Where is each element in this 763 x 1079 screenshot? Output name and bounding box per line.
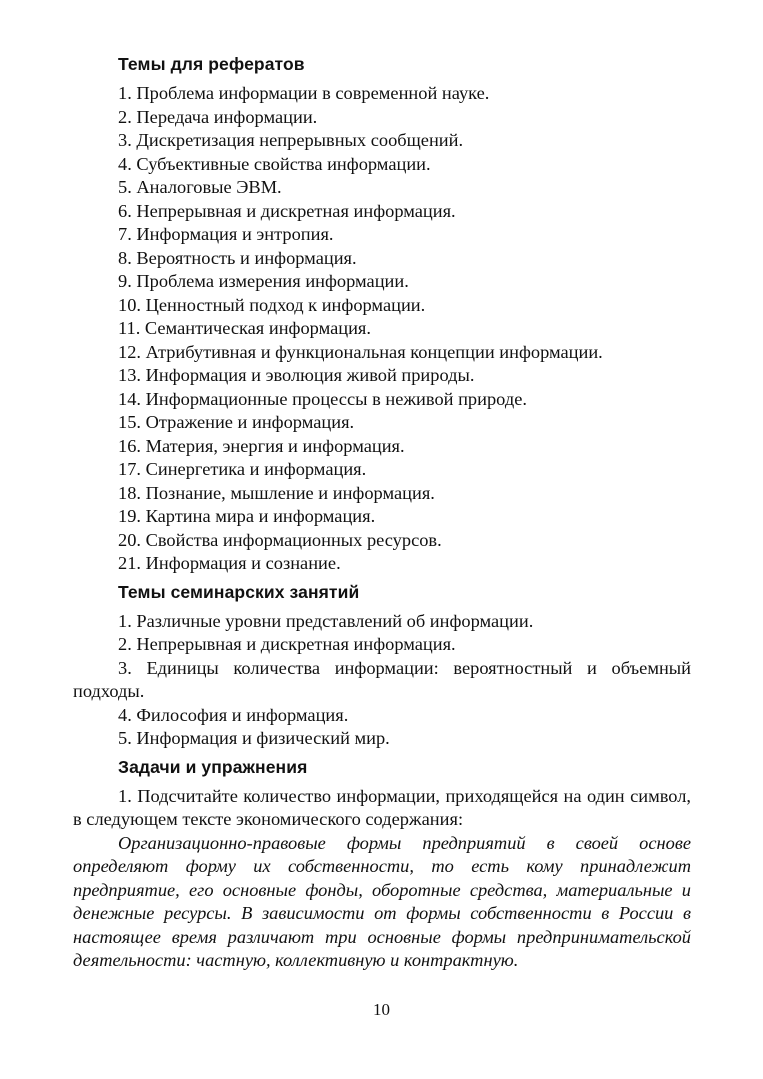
list-item: 5. Информация и физический мир. xyxy=(118,728,390,748)
list-item: 11. Семантическая информация. xyxy=(118,318,371,338)
list-item: 10. Ценностный подход к информации. xyxy=(118,294,426,315)
list-item: 4. Философия и информация. xyxy=(118,704,349,725)
list-item: 9. Проблема измерения информации. xyxy=(118,271,409,291)
task-1-text: 1. Подсчитайте количество информации, приходящейся на один символ, в следующем тексте экономического содержания: xyxy=(73,785,691,829)
list-item: 21. Информация и сознание. xyxy=(118,553,341,573)
seminars-heading: Темы семинарских занятий xyxy=(118,581,360,602)
page-number: 10 xyxy=(373,1000,390,1019)
list-item: 2. Передача информации. xyxy=(118,106,318,127)
list-item: 13. Информация и эволюция живой природы. xyxy=(118,365,475,385)
document-page xyxy=(73,52,691,973)
seminars-list xyxy=(73,610,691,751)
list-item: 20. Свойства информационных ресурсов. xyxy=(118,529,442,550)
essays-list xyxy=(73,82,691,576)
list-item: 2. Непрерывная и дискретная информация. xyxy=(118,634,456,654)
list-item: 6. Непрерывная и дискретная информация. xyxy=(118,200,456,221)
list-item: 7. Информация и энтропия. xyxy=(118,224,334,244)
list-item: 5. Аналоговые ЭВМ. xyxy=(118,177,282,197)
list-item: 1. Различные уровни представлений об информации. xyxy=(118,610,534,631)
list-item: 4. Субъективные свойства информации. xyxy=(118,153,431,174)
task-1-quote: Организационно-правовые формы предприятий в своей основе определяют форму их собственности, то есть кому принадлежит предприятие, его основные фонды, оборотные средства, материальные и денежные ресурсы. В зависимости от формы собственности в России в настоящее время различают три основные формы предпринимательской деятельности: частную, коллективную и контрактную. xyxy=(73,832,691,970)
list-item: 3. Дискретизация непрерывных сообщений. xyxy=(118,130,464,150)
list-item: 16. Материя, энергия и информация. xyxy=(118,435,405,456)
list-item: 18. Познание, мышление и информация. xyxy=(118,482,435,503)
list-item: 17. Синергетика и информация. xyxy=(118,459,367,479)
list-item: 15. Отражение и информация. xyxy=(118,412,355,432)
list-item: 8. Вероятность и информация. xyxy=(118,247,357,268)
essays-heading: Темы для рефератов xyxy=(118,54,305,74)
list-item: 1. Проблема информации в современной науке. xyxy=(118,83,490,103)
list-item: 19. Картина мира и информация. xyxy=(118,506,376,526)
list-item: 3. Единицы количества информации: вероятностный и объемный подходы. xyxy=(73,657,691,701)
list-item: 12. Атрибутивная и функциональная концепции информации. xyxy=(118,341,603,362)
list-item: 14. Информационные процессы в неживой природе. xyxy=(118,388,527,409)
tasks-heading: Задачи и упражнения xyxy=(118,756,308,777)
